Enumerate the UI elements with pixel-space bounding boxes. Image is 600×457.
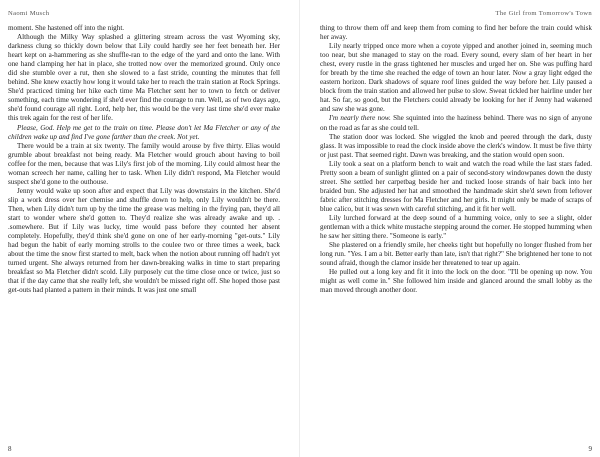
- paragraph: I'm nearly there now. She squinted into the haziness behind. There was no sign of anyone on the road as far as she could tell.: [320, 114, 592, 132]
- paragraph: He pulled out a long key and fit it into the lock on the door. "I'll be opening up now. You might as well come in." She followed him inside and glanced around the small lobby as the man moved through another door.: [320, 268, 592, 295]
- paragraph: Although the Milky Way splashed a glittering stream across the vast Wyoming sky, darkness clung so thickly down below that Lily could hardly see her feet beneath her. Her heart kept on a-hammering as she shuffle-ran to the edge of the yard and onto the lane. With one hand clamping her hat in place, she trotted now over the memorized ground. Only once did she stumble over a rut, then she slowed to a fast stride, counting the minutes that fell behind. She knew exactly how long it would take her to reach the train station at Rock Springs. She'd practiced timing her hike each time Ma Fletcher sent her to town to fetch or deliver something, each time wondering if she'd ever find the courage to run. Well, as of two days ago, she'd found courage all right. Lord, help her, this would be the very last time she'd ever make this trek again for the rest of her life.: [8, 33, 280, 123]
- right-page: [300, 0, 600, 457]
- right-body-text: [320, 24, 592, 295]
- paragraph: Lily took a seat on a platform bench to wait and watch the road while the last stars faded. Pretty soon a beam of sunlight glinted on a pair of second-story windowpanes down the dusty street. She settled her carpetbag beside her and tucked loose strands of hair back into her braided bun. She adjusted her hat and smoothed the handmade skirt she'd sewn from leftover fabric after stitching dresses for Ma Fletcher and her girls. It might only be made of scraps of blue calico, but it was sewn with careful stitching, and it fit her well.: [320, 159, 592, 213]
- paragraph: thing to throw them off and keep them from coming to find her before the train could whisk her away.: [320, 24, 592, 42]
- paragraph: moment. She hastened off into the night.: [8, 24, 125, 32]
- left-page-number: 8: [8, 445, 12, 453]
- left-body-text: [8, 24, 280, 295]
- paragraph: There would be a train at six twenty. The family would arouse by five thirty. Elias would grumble about breakfast not being ready. Ma Fletcher would grouch about having to boil coffee for the men, because that was Lily's first job of the morning. Lily could almost hear the woman screech her name, calling her to task. When Lily didn't respond, Ma Fletcher would suspect she'd gone to the outhouse.: [8, 141, 280, 186]
- paragraph: She plastered on a friendly smile, her cheeks tight but hopefully no longer flushed from her long run. "Yes. I am a bit. Better early than late, isn't that right?" She brightened her tone to not sound afraid, though the clamor inside her threatened to tear up again.: [320, 241, 592, 268]
- paragraph: Lily lurched forward at the deep sound of a humming voice, only to see a slight, older gentleman with a thick white mustache stepping around the corner. He stopped humming when he saw her sitting there. "Someone is early.": [320, 213, 592, 241]
- right-page-number: 9: [588, 445, 592, 453]
- right-running-head: The Girl from Tomorrow's Town: [495, 10, 592, 17]
- paragraph: Please, God. Help me get to the train on time. Please don't let Ma Fletcher or any of the children wake up and find I've gone farther than the creek. Not yet.: [8, 123, 280, 141]
- paragraph: Lily nearly tripped once more when a coyote yipped and another joined in, seeming much too near, but she managed to stay on the road. Every sound, every slam of her heart in her chest, every rustle in the grass tightened her muscles and urged her on. She was puffing hard for breath by the time she reached the edge of town an hour later. Now a gray light edged the eastern horizon. Dark shadows of square roof lines guided the way before her. Lily paused a block from the train station and allowed her pulse to slow. Sweat tickled her hairline under her hat. So far, so good, but the Fletchers could already be looking for her if Jenny had wakened and saw she was gone.: [320, 42, 592, 114]
- left-running-head: Naomi Musch: [8, 10, 50, 17]
- paragraph: The station door was locked. She wiggled the knob and peered through the dark, dusty glass. It was impossible to read the clock inside above the clerk's window. It must be five thirty or just past. That seemed right. Dawn was breaking, and the station would open soon.: [320, 132, 592, 159]
- paragraph: Jenny would wake up soon after and expect that Lily was downstairs in the kitchen. She'd slip a work dress over her chemise and shuffle down to help, only Lily wouldn't be there. Then, when Lily didn't turn up by the time the grease was melting in the frying pan, they'd all start to wonder where she'd gotten to. They'd realize she was already awake and up. . .somewhere. But if Lily was lucky, time would pass before they counted her absent completely. Hopefully, they'd think she'd gone on one of her early-morning "get-outs." Lily had begun the habit of early morning strolls to the coulee two or three times a week, back about the time the snow first started to melt, back when the notion about running off hadn't yet turned urgent. She always returned from her dawn-breaking walks in time to start preparing breakfast so Ma Fletcher didn't scold. Lily purposely cut the time close once or twice, just so that if the day came that she really left, she wouldn't be missed right off. She hoped those past get-outs had planted a pattern in their minds. It was just one small: [8, 186, 280, 295]
